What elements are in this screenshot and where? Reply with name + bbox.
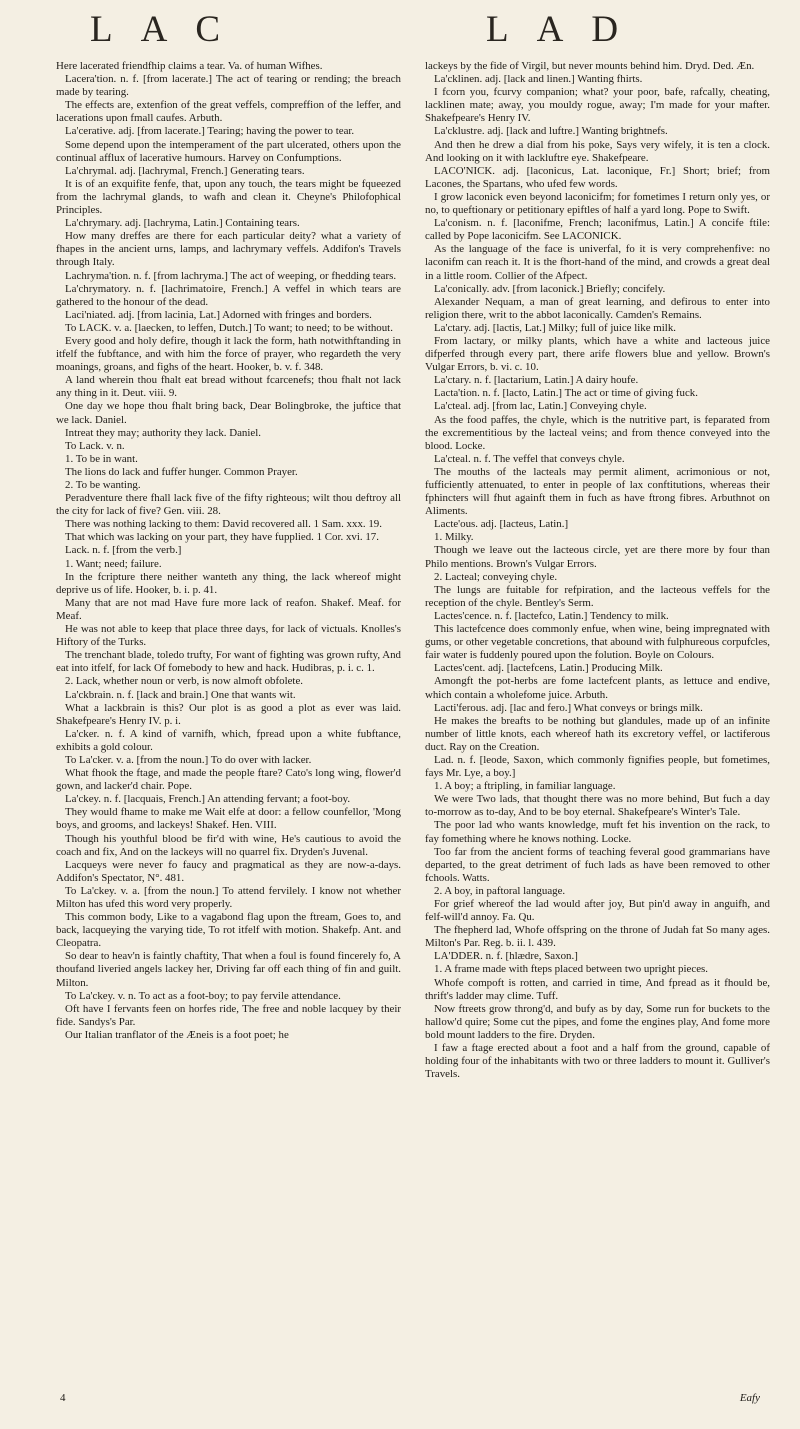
entry-paragraph: La'cklinen. adj. [lack and linen.] Wanting fhirts.: [434, 73, 643, 86]
entry-paragraph: Whofe compoft is rotten, and carried in time, And fpread as it fhould be, thrift's ladder may clime. Tuff.: [425, 976, 770, 1002]
entry-paragraph: For grief whereof the lad would after joy, But pin'd away in anguifh, and felf-will'd annoy. Fa. Qu.: [425, 898, 770, 924]
entry-paragraph: What fhook the ftage, and made the people ftare? Cato's long wing, flower'd gown, and lacker'd chair. Pope.: [56, 767, 401, 793]
entry-paragraph: La'cteal. adj. [from lac, Latin.] Conveying chyle.: [434, 400, 647, 413]
entry-paragraph: I fcorn you, fcurvy companion; what? your poor, bafe, rafcally, cheating, lacklinen mate; away, you mouldy rogue, away; I'm made for your mafter. Shakefpeare's Henry IV.: [425, 86, 770, 125]
entry-paragraph: So dear to heav'n is faintly chaftity, That when a foul is found fincerely fo, A thoufand liveried angels lackey her, Driving far off each thing of fin and guilt. Milton.: [56, 950, 401, 989]
entry-paragraph: La'chrymary. adj. [lachryma, Latin.] Containing tears.: [65, 217, 300, 230]
entry-paragraph: Peradventure there fhall lack five of the fifty righteous; wilt thou deftroy all the city for lack of five? Gen. viii. 28.: [56, 492, 401, 518]
entry-paragraph: La'cklustre. adj. [lack and luftre.] Wanting brightnefs.: [434, 125, 668, 138]
entry-paragraph: 1. Milky.: [434, 531, 474, 544]
entry-paragraph: Every good and holy defire, though it lack the form, hath notwithftanding in itfelf the fubftance, and with him the force of prayer, who regardeth the very moanings, groans, and fighs of the heart. Hooker, b. v. f. 348.: [56, 334, 401, 374]
entry-paragraph: Oft have I fervants feen on horfes ride, The free and noble lacquey by their fide. Sandys's Par.: [56, 1002, 401, 1028]
entry-paragraph: 2. A boy, in paftoral language.: [434, 884, 566, 897]
entry-paragraph: There was nothing lacking to them: David recovered all. 1 Sam. xxx. 19.: [65, 518, 382, 531]
running-head-left: LAC: [90, 9, 248, 50]
entry-paragraph: La'conically. adv. [from laconick.] Briefly; concifely.: [434, 282, 666, 295]
entry-paragraph: Many that are not mad Have fure more lack of reafon. Shakef. Meaf. for Meaf.: [56, 596, 401, 622]
entry-paragraph: The lungs are fuitable for refpiration, and the lacteous veffels for the reception of the chyle. Bentley's Serm.: [425, 583, 770, 609]
entry-paragraph: The mouths of the lacteals may permit aliment, acrimonious or not, fufficiently attenuated, to enter in people of lax conftitutions, whereas their fphincters will fhut againft them in fuch as have ftrong fibres. Arbuthnot on Aliments.: [425, 465, 770, 518]
entry-paragraph: A land wherein thou fhalt eat bread without fcarcenefs; thou fhalt not lack any thing in it. Deut. viii. 9.: [56, 374, 401, 400]
entry-paragraph: Though his youthful blood be fir'd with wine, He's cautious to avoid the coach and fix, And on the lackeys will no quarrel fix. Dryden's Juvenal.: [56, 832, 401, 858]
entry-paragraph: Lactes'cent. adj. [lactefcens, Latin.] Producing Milk.: [434, 662, 663, 675]
entry-paragraph: 2. To be wanting.: [65, 479, 141, 491]
entry-paragraph: Our Italian tranflator of the Æneis is a foot poet; he: [65, 1028, 289, 1041]
entry-paragraph: La'cteal. n. f. The veffel that conveys chyle.: [434, 452, 625, 465]
entry-paragraph: Lacqueys were never fo faucy and pragmatical as they are now-a-days. Addifon's Spectator, N°. 481.: [56, 858, 401, 884]
entry-paragraph: Laci'niated. adj. [from lacinia, Lat.] Adorned with fringes and borders.: [65, 308, 372, 321]
entry-paragraph: That which was lacking on your part, they have fupplied. 1 Cor. xvi. 17.: [65, 531, 379, 544]
entry-paragraph: Lacera'tion. n. f. [from lacerate.] The act of tearing or rending; the breach made by tearing.: [56, 73, 401, 99]
entry-paragraph: How many dreffes are there for each particular deity? what a variety of fhapes in the ancient urns, lamps, and lachrymary veffels. Addifon's Travels through Italy.: [56, 230, 401, 269]
right-column: [425, 60, 770, 1081]
entry-paragraph: To La'ckey. v. n. To act as a foot-boy; to pay fervile attendance.: [65, 989, 341, 1002]
entry-paragraph: He makes the breafts to be nothing but glandules, made up of an infinite number of little knots, each whereof hath its excretory veffel, or lactiferous duct. Ray on the Creation.: [425, 714, 770, 753]
entry-paragraph: La'conism. n. f. [laconifme, French; laconifmus, Latin.] A concife ftile: called by Pope laconicifm. See LACONICK.: [425, 217, 770, 243]
entry-paragraph: They would fhame to make me Wait elfe at door: a fellow counfellor, 'Mong boys, and grooms, and lackeys! Shakef. Hen. VIII.: [56, 806, 401, 832]
entry-paragraph: He was not able to keep that place three days, for lack of victuals. Knolles's Hiftory of the Turks.: [56, 623, 401, 649]
entry-paragraph: Lactes'cence. n. f. [lactefco, Latin.] Tendency to milk.: [434, 609, 669, 622]
entry-paragraph: As the food paffes, the chyle, which is the nutritive part, is feparated from the excrementitious by the lacteal veins; and from thence conveyed into the blood. Locke.: [425, 413, 770, 452]
entry-paragraph: LA'DDER. n. f. [hlædre, Saxon.]: [434, 950, 578, 963]
entry-paragraph: One day we hope thou fhalt bring back, Dear Bolingbroke, the juftice that we lack. Daniel.: [56, 400, 401, 426]
entry-paragraph: Lacti'ferous. adj. [lac and fero.] What conveys or brings milk.: [434, 701, 703, 714]
entry-paragraph: La'ckbrain. n. f. [lack and brain.] One that wants wit.: [65, 688, 296, 701]
entry-paragraph: We were Two lads, that thought there was no more behind, But fuch a day to-morrow as to-day, And to be boy eternal. Shakefpeare's Winter's Tale.: [425, 793, 770, 819]
entry-paragraph: Lachryma'tion. n. f. [from lachryma.] The act of weeping, or fhedding tears.: [65, 269, 397, 282]
entry-paragraph: Some depend upon the intemperament of the part ulcerated, others upon the continual afflux of lacerative humours. Harvey on Confumptions.: [56, 138, 401, 164]
entry-paragraph: In the fcripture there neither wanteth any thing, the lack whereof might deprive us of life. Hooker, b. i. p. 41.: [56, 570, 401, 596]
entry-paragraph: Intreat they may; authority they lack. Daniel.: [65, 426, 261, 439]
entry-paragraph: The lions do lack and fuffer hunger. Common Prayer.: [65, 465, 298, 478]
page-number: 4: [60, 1392, 66, 1404]
entry-paragraph: To Lack. v. n.: [65, 439, 125, 452]
entry-paragraph: The poor lad who wants knowledge, muft fet his invention on the rack, to fay fomething where he knows nothing. Locke.: [425, 819, 770, 845]
running-head-right: LAD: [486, 9, 647, 50]
entry-paragraph: Here lacerated friendfhip claims a tear. Va. of human Wifhes.: [56, 60, 323, 72]
entry-paragraph: Amongft the pot-herbs are fome lactefcent plants, as lettuce and endive, which contain a wholefome juice. Arbuth.: [425, 675, 770, 701]
entry-paragraph: Lad. n. f. [leode, Saxon, which commonly fignifies people, but fometimes, fays Mr. Lye, a boy.]: [425, 753, 770, 780]
entry-paragraph: This lactefcence does commonly enfue, when wine, being impregnated with gums, or other vegetable concretions, that abound with fulphureous corpufcles, fair water is fuddenly poured upon the folution. Boyle on Colours.: [425, 623, 770, 662]
entry-paragraph: The fhepherd lad, Whofe offspring on the throne of Judah fat So many ages. Milton's Par. Reg. b. ii. l. 439.: [425, 924, 770, 950]
entry-paragraph: La'cker. n. f. A kind of varnifh, which, fpread upon a white fubftance, exhibits a gold colour.: [56, 727, 401, 753]
catchword: Eafy: [739, 1392, 760, 1404]
entry-paragraph: La'ctary. n. f. [lactarium, Latin.] A dairy houfe.: [434, 374, 639, 387]
entry-paragraph: Lacte'ous. adj. [lacteus, Latin.]: [434, 518, 569, 531]
entry-paragraph: What a lackbrain is this? Our plot is as good a plot as ever was laid. Shakefpeare's Henry IV. p. i.: [56, 701, 401, 727]
entry-paragraph: Now ftreets grow throng'd, and bufy as by day, Some run for buckets to the hallow'd quire; Some cut the pipes, and fome the engines play, And fome more bold mount ladders to the fire. Dryden.: [425, 1002, 770, 1041]
entry-paragraph: To La'ckey. v. a. [from the noun.] To attend fervilely. I know not whether Milton has ufed this word very properly.: [56, 884, 401, 910]
entry-paragraph: 1. A boy; a ftripling, in familiar language.: [434, 780, 616, 793]
entry-paragraph: La'cerative. adj. [from lacerate.] Tearing; having the power to tear.: [65, 125, 355, 138]
entry-paragraph: The trenchant blade, toledo trufty, For want of fighting was grown rufty, And eat into itfelf, for lack Of fomebody to hew and hack. Hudibras, p. i. c. 1.: [56, 649, 401, 675]
entry-paragraph: I grow laconick even beyond laconicifm; for fometimes I return only yes, or no, to queftionary or petitionary epiftles of half a yard long. Pope to Swift.: [425, 190, 770, 217]
entry-paragraph: The effects are, extenfion of the great veffels, compreffion of the leffer, and lacerations upon fmall caufes. Arbuth.: [56, 99, 401, 125]
entry-paragraph: lackeys by the fide of Virgil, but never mounts behind him. Dryd. Ded. Æn.: [425, 60, 755, 72]
entry-paragraph: To La'cker. v. a. [from the noun.] To do over with lacker.: [65, 753, 312, 766]
entry-paragraph: La'chrymal. adj. [lachrymal, French.] Generating tears.: [65, 164, 305, 177]
entry-paragraph: La'ckey. n. f. [lacquais, French.] An attending fervant; a foot-boy.: [65, 793, 351, 806]
entry-paragraph: As the language of the face is univerfal, fo it is very comprehenfive: no laconifm can reach it. It is the fhort-hand of the mind, and crowds a great deal in a little room. Collier of the Afpect.: [425, 243, 770, 282]
entry-paragraph: Alexander Nequam, a man of great learning, and defirous to enter into religion there, writ to the abbot laconically. Camden's Remains.: [425, 295, 770, 321]
entry-paragraph: 1. Want; need; failure.: [65, 557, 162, 570]
entry-paragraph: This common body, Like to a vagabond flag upon the ftream, Goes to, and back, lacqueying the varying tide, To rot itfelf with motion. Shakefp. Ant. and Cleopatra.: [56, 911, 401, 950]
entry-paragraph: La'ctary. adj. [lactis, Lat.] Milky; full of juice like milk.: [434, 321, 676, 334]
entry-paragraph: To LACK. v. a. [laecken, to leffen, Dutch.] To want; to need; to be without.: [65, 321, 393, 334]
entry-paragraph: It is of an exquifite fenfe, that, upon any touch, the tears might be fqueezed from the lachrymal glands, to wafh and clean it. Cheyne's Philofophical Principles.: [56, 177, 401, 217]
entry-paragraph: And then he drew a dial from his poke, Says very wifely, it is ten a clock. And looking on it with lackluftre eye. Shakefpeare.: [425, 138, 770, 164]
entry-paragraph: From lactary, or milky plants, which have a white and lacteous juice difperfed through every part, there arife flowers blue and yellow. Brown's Vulgar Errors, b. vi. c. 10.: [425, 334, 770, 374]
entry-paragraph: 2. Lack, whether noun or verb, is now almoft obfolete.: [65, 675, 304, 688]
entry-paragraph: Lacta'tion. n. f. [lacto, Latin.] The act or time of giving fuck.: [434, 387, 698, 400]
entry-paragraph: Too far from the ancient forms of teaching feveral good grammarians have departed, to the great detriment of fuch lads as have been removed to other fchools. Watts.: [425, 845, 770, 884]
entry-paragraph: Lack. n. f. [from the verb.]: [65, 544, 182, 557]
entry-paragraph: I faw a ftage erected about a foot and a half from the ground, capable of holding four of the inhabitants with two or three ladders to mount it. Gulliver's Travels.: [425, 1042, 770, 1081]
entry-paragraph: La'chrymatory. n. f. [lachrimatoire, French.] A veffel in which tears are gathered to the honour of the dead.: [56, 282, 401, 308]
entry-paragraph: 1. A frame made with fteps placed between two upright pieces.: [434, 963, 708, 976]
entry-paragraph: 2. Lacteal; conveying chyle.: [434, 570, 558, 583]
entry-paragraph: Though we leave out the lacteous circle, yet are there more by four than Philo mentions. Brown's Vulgar Errors.: [425, 544, 770, 570]
left-column: [56, 60, 401, 1042]
entry-paragraph: LACO'NICK. adj. [laconicus, Lat. laconique, Fr.] Short; brief; from Lacones, the Spartans, who ufed few words.: [425, 164, 770, 190]
entry-paragraph: 1. To be in want.: [65, 452, 138, 465]
